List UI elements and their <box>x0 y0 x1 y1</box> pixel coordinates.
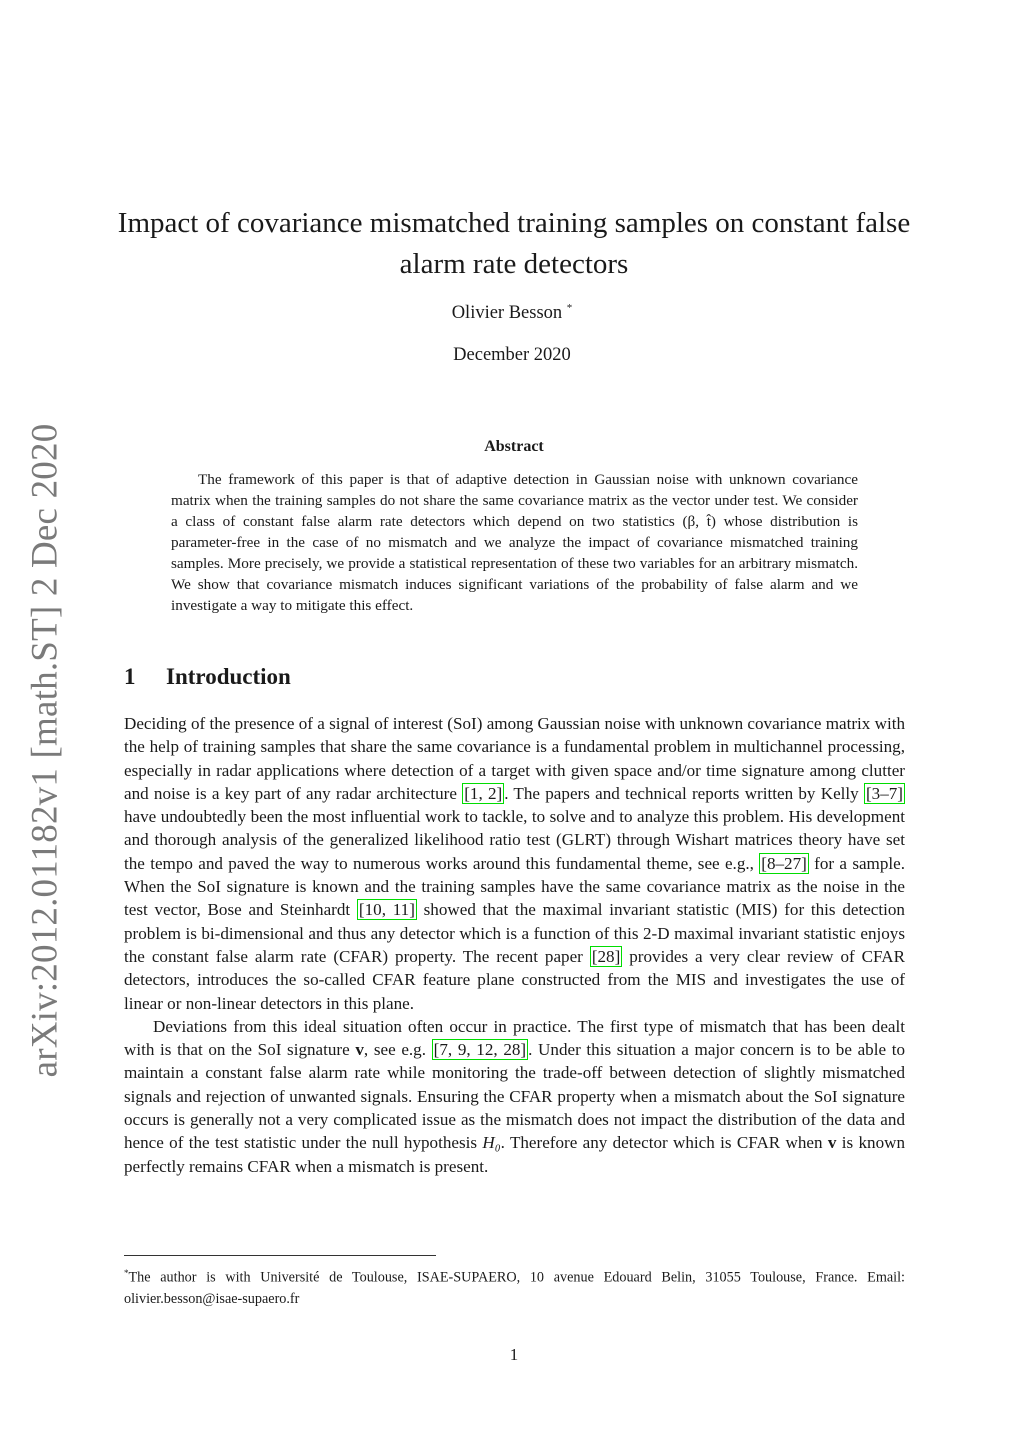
section-title: Introduction <box>166 664 291 689</box>
footnote <box>124 1263 905 1310</box>
author-name: Olivier Besson <box>451 303 563 324</box>
paper-title: Impact of covariance mismatched training samples on constant false alarm rate detectors <box>117 207 911 280</box>
text-run: have undoubtedly been the most influential work to tackle, to solve and to analyze this problem. His development and thorough analysis of the generalized likelihood ratio test (GLRT) through Wishart matrices theory have set the tempo and paved the way to numerous works around this fundamental theme, see e.g., <box>124 807 905 873</box>
text-run: . The papers and technical reports written by Kelly <box>504 783 864 803</box>
citation-link[interactable]: [8–27] <box>761 853 807 873</box>
text-run: . Therefore any detector which is CFAR when <box>500 1133 828 1153</box>
arxiv-identifier-stamp <box>8 423 82 1077</box>
footnote-text: The author is with Université de Toulouse, ISAE-SUPAERO, 10 avenue Edouard Belin, 31055 Toulouse, France. Email: olivier.besson@isae-supaero.fr <box>124 1269 905 1307</box>
citation-link[interactable]: [10, 11] <box>358 900 415 920</box>
footnote-mark: * <box>124 1268 129 1278</box>
text-run: provides a very clear review of CFAR detectors, introduces the so-called CFAR feature plane constructed from the MIS and investigates the use of linear or non-linear detectors in this plane. <box>124 946 905 1013</box>
vector-symbol: v <box>827 1133 837 1153</box>
author-footnote-mark: * <box>566 302 573 314</box>
text-run: . Under this situation a major concern is to be able to maintain a constant false alarm rate while monitoring the trade-off between detection of slightly mismatched signals and rejection of unwanted signals. Ensuring the CFAR property when a mismatch about the SoI signature occurs is generally not a very complicated issue as the mismatch does not impact the distribution of the data and hence of the test statistic under the null hypothesis <box>124 1040 906 1153</box>
citation-link[interactable]: [28] <box>591 946 621 966</box>
abstract-text: The framework of this paper is that of adaptive detection in Gaussian noise with unknown covariance matrix when the training samples do not share the same covariance matrix as the vector under test. We consider a class of constant false alarm rate detectors which depend on two statistics (β, t̂) whose distribution is parameter-free in the case of no mismatch and we analyze the impact of covariance mismatched training samples. More precisely, we provide a statistical representation of these two variables for an arbitrary mismatch. We show that covariance mismatch induces significant variations of the probability of false alarm and we investigate a way to mitigate this effect. <box>171 471 858 614</box>
citation-link[interactable]: [1, 2] <box>464 783 503 803</box>
text-run: , see e.g. <box>363 1040 432 1060</box>
text-run: Deciding of the presence of a signal of interest (SoI) among Gaussian noise with unknown covariance matrix with the help of training samples that share the same covariance is a fundamental problem in multichannel processing, especially in radar applications where detection of a target with given space and/or time signature among clutter and noise is a key part of any radar architecture <box>124 714 905 803</box>
arxiv-identifier-text: arXiv:2012.01182v1 [math.ST] 2 Dec 2020 <box>24 423 66 1077</box>
page-number: 1 <box>509 1345 519 1364</box>
citation-link[interactable]: [3–7] <box>865 783 903 803</box>
hypothesis-symbol: H₀ <box>482 1133 501 1153</box>
footnote-divider <box>124 1255 436 1256</box>
intro-paragraph-2 <box>124 1015 905 1178</box>
text-run: showed that the maximal invariant statistic (MIS) for this detection problem is bi-dimensional and thus any detector which is a function of this 2-D maximal invariant statistic enjoys the constant false alarm rate (CFAR) property. The recent paper <box>124 900 905 966</box>
text-run: Deviations from this ideal situation often occur in practice. The first type of mismatch that has been dealt with is that on the SoI signature <box>124 1016 905 1060</box>
text-run: for a sample. When the SoI signature is known and the training samples have the same covariance matrix as the noise in the test vector, Bose and Steinhardt <box>124 853 906 920</box>
section-number: 1 <box>124 664 136 689</box>
citation-link[interactable]: [7, 9, 12, 28] <box>433 1040 527 1060</box>
introduction-body <box>124 712 905 1178</box>
text-run: is known perfectly remains CFAR when a mismatch is present. <box>124 1133 906 1176</box>
section-heading <box>124 664 291 690</box>
paper-date: December 2020 <box>453 345 571 365</box>
abstract-heading: Abstract <box>484 438 544 455</box>
author-line <box>0 302 1024 324</box>
vector-symbol: v <box>355 1040 364 1060</box>
intro-paragraph-1 <box>124 712 905 1015</box>
